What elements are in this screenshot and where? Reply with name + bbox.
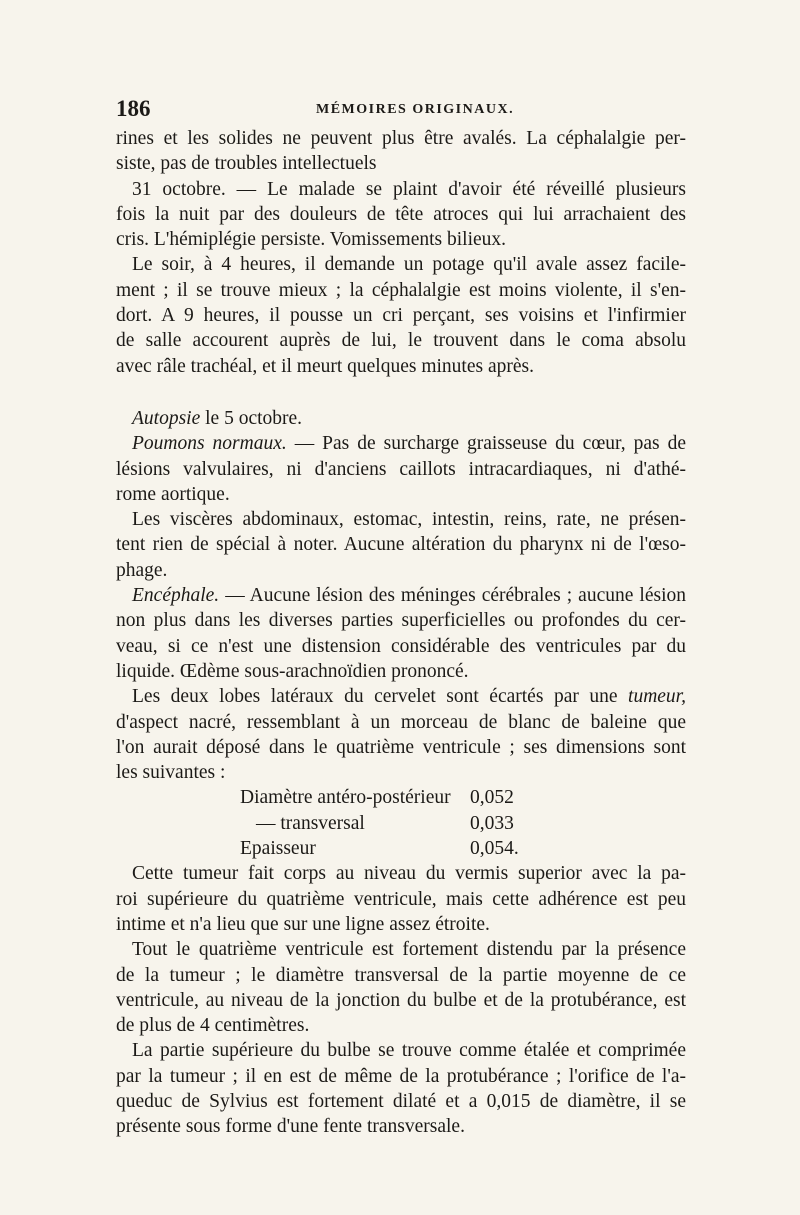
text-line: les suivantes : xyxy=(116,762,226,784)
tumeur-word: tumeur, xyxy=(628,686,686,708)
dimension-row xyxy=(116,785,686,810)
encephale-line xyxy=(116,583,686,608)
running-title: MÉMOIRES ORIGINAUX. xyxy=(316,102,515,117)
text-line: par la tumeur ; il en est de même de la protubérance ; l'orifice de l'a- xyxy=(116,1065,686,1087)
text-line: ment ; il se trouve mieux ; la céphalalgie est moins violente, il s'en- xyxy=(116,279,686,301)
text-line: intime et n'a lieu que sur une ligne assez étroite. xyxy=(116,913,490,935)
text-line: de salle accourent auprès de lui, le trouvent dans le coma absolu xyxy=(116,330,686,352)
autopsie-line xyxy=(116,406,686,431)
text-line: tent rien de spécial à noter. Aucune altération du pharynx ni de l'œso- xyxy=(116,534,686,556)
text-line: 31 octobre. — Le malade se plaint d'avoir été réveillé plusieurs xyxy=(132,178,686,200)
text-line: de la tumeur ; le diamètre transversal de la partie moyenne de ce xyxy=(116,964,686,986)
dimensions-table xyxy=(116,785,686,861)
text-line: d'aspect nacré, ressemblant à un morceau de blanc de baleine que xyxy=(116,711,686,733)
autopsie-date: le 5 octobre. xyxy=(200,407,303,429)
dimension-value: 0,054. xyxy=(470,838,519,860)
text-line: non plus dans les diverses parties superficielles ou profondes du cer- xyxy=(116,610,686,632)
dimension-row xyxy=(116,836,686,861)
text-line: de plus de 4 centimètres. xyxy=(116,1015,310,1037)
text-line: dort. A 9 heures, il pousse un cri perçant, ses voisins et l'infirmier xyxy=(116,305,686,327)
dimension-label: — transversal xyxy=(256,812,365,834)
text-line: présente sous forme d'une fente transversale. xyxy=(116,1116,465,1138)
poumons-text: — Pas de surcharge graisseuse du cœur, pas de xyxy=(286,433,686,455)
paragraph-gap xyxy=(116,379,686,406)
body-text xyxy=(116,126,686,1140)
text-line: fois la nuit par des douleurs de tête atroces qui lui arrachaient des xyxy=(116,203,686,225)
poumons-line xyxy=(116,431,686,456)
text-line: La partie supérieure du bulbe se trouve comme étalée et comprimée xyxy=(132,1040,686,1062)
text-line: rines et les solides ne peuvent plus être avalés. La céphalalgie per- xyxy=(116,128,686,149)
text-line: ventricule, au niveau de la jonction du bulbe et de la protubérance, est xyxy=(116,989,686,1011)
page-number: 186 xyxy=(116,96,151,121)
encephale-label: Encéphale. xyxy=(132,585,220,607)
text-line: lésions valvulaires, ni d'anciens caillots intracardiaques, ni d'athé- xyxy=(116,458,686,480)
dimension-value: 0,033 xyxy=(470,812,514,834)
text-line: siste, pas de troubles intellectuels xyxy=(116,153,377,175)
text-line: Tout le quatrième ventricule est fortement distendu par la présence xyxy=(132,939,686,961)
dimension-label: Diamètre antéro-postérieur xyxy=(240,787,451,809)
text-line: veau, si ce n'est une distension considérable des ventricules par du xyxy=(116,635,686,657)
encephale-text: — Aucune lésion des méninges cérébrales ; aucune lésion xyxy=(219,585,686,607)
text-line: rome aortique. xyxy=(116,483,230,505)
page-header xyxy=(116,96,686,126)
dimension-label: Epaisseur xyxy=(240,838,316,860)
text-line: queduc de Sylvius est fortement dilaté et a 0,015 de diamètre, il se xyxy=(116,1090,686,1112)
tumeur-text: Les deux lobes latéraux du cervelet sont écartés par une xyxy=(132,686,629,708)
text-line: avec râle trachéal, et il meurt quelques minutes après. xyxy=(116,355,534,377)
text-line: cris. L'hémiplégie persiste. Vomissements bilieux. xyxy=(116,229,507,251)
text-line: Les viscères abdominaux, estomac, intestin, reins, rate, ne présen- xyxy=(132,509,686,531)
autopsie-label: Autopsie xyxy=(132,407,201,429)
dimension-value: 0,052 xyxy=(470,787,514,809)
dimension-row xyxy=(116,811,686,836)
text-line: phage. xyxy=(116,559,168,581)
text-line: Cette tumeur fait corps au niveau du vermis superior avec la pa- xyxy=(132,863,686,885)
text-line: l'on aurait déposé dans le quatrième ventricule ; ses dimensions sont xyxy=(116,736,686,758)
text-line: Le soir, à 4 heures, il demande un potage qu'il avale assez facile- xyxy=(132,254,686,276)
text-line: liquide. Œdème sous-arachnoïdien prononcé. xyxy=(116,660,469,682)
text-line: roi supérieure du quatrième ventricule, mais cette adhérence est peu xyxy=(116,888,686,910)
poumons-label: Poumons normaux. xyxy=(132,433,287,455)
tumeur-line xyxy=(116,684,686,709)
